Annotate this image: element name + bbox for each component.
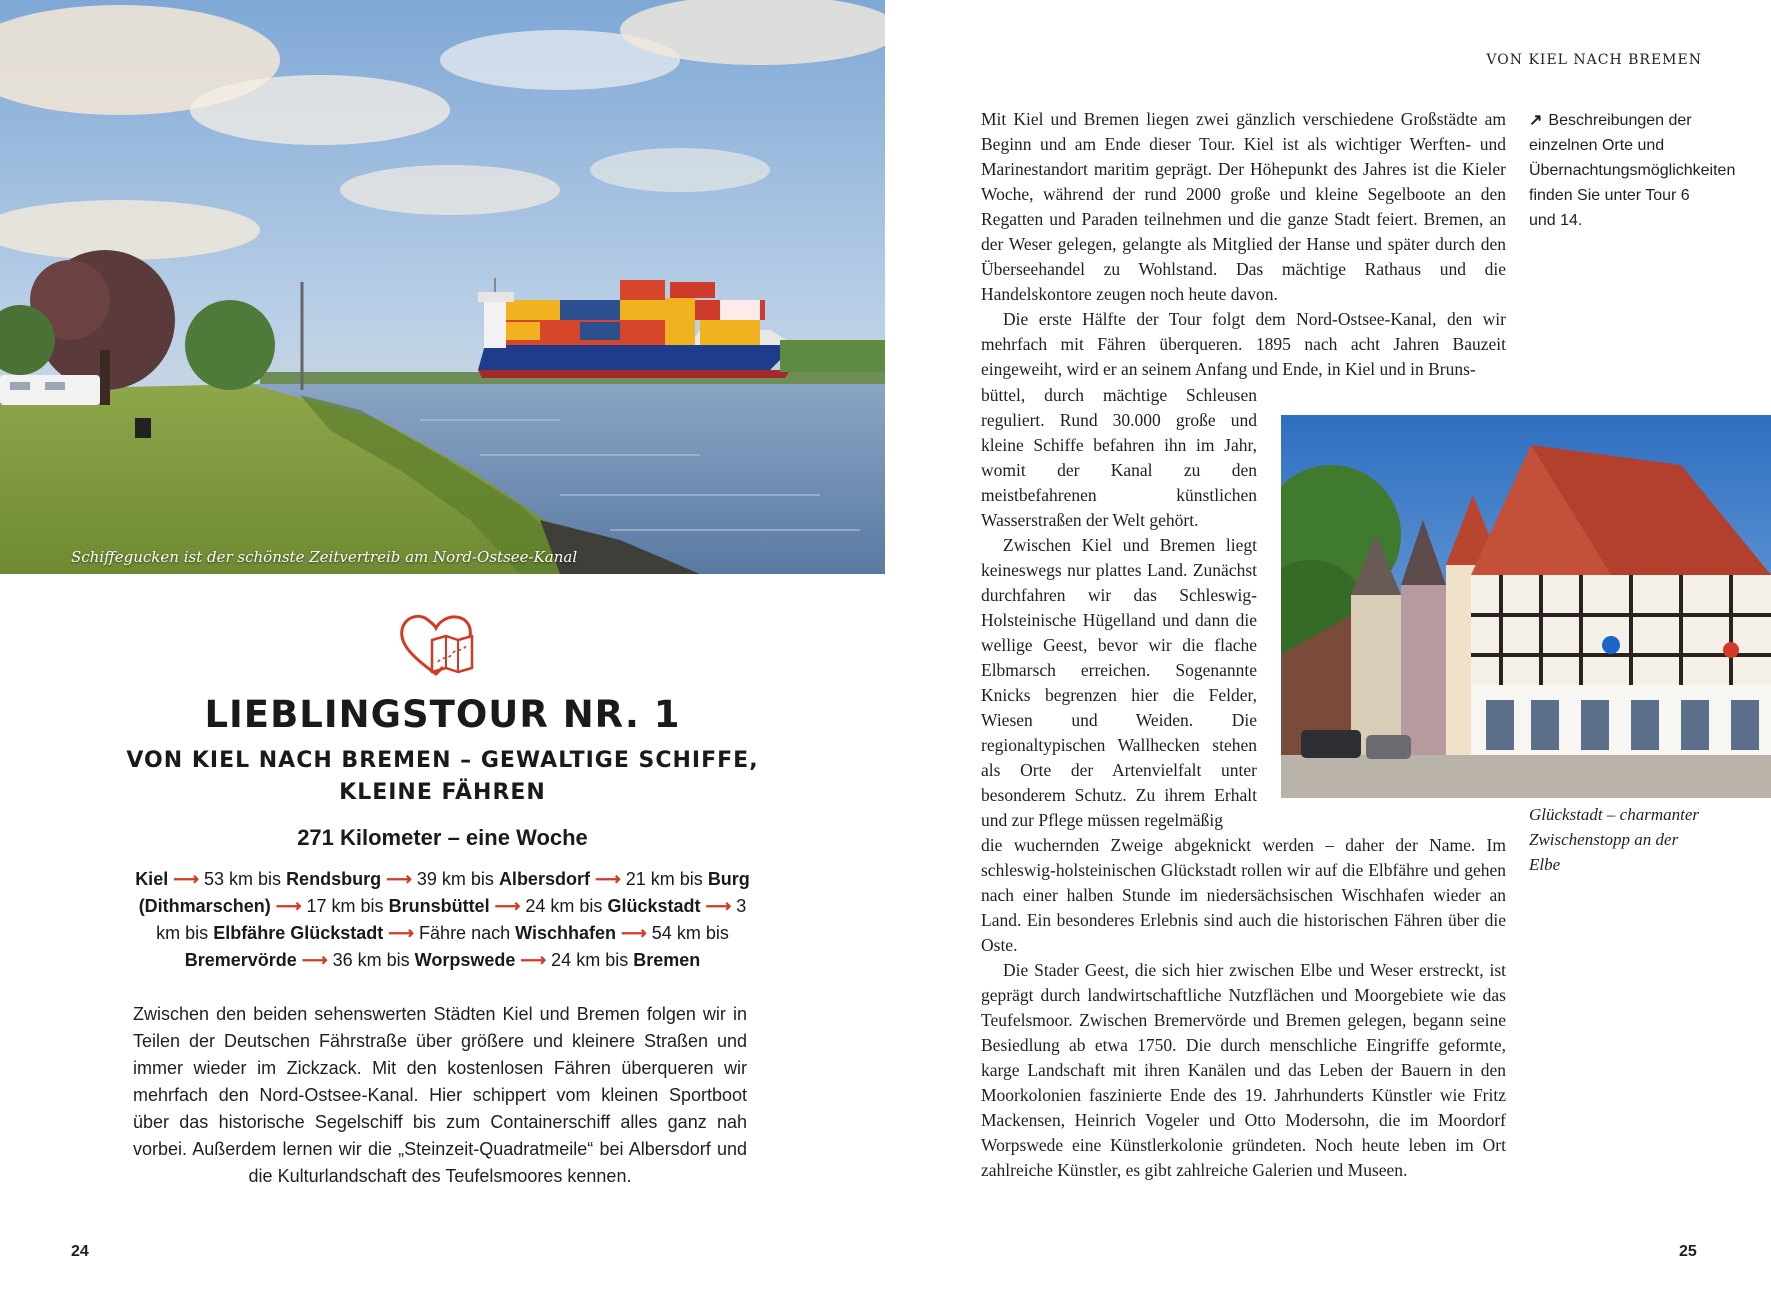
- route-place: Brunsbüttel: [388, 896, 490, 916]
- route-place: Burg (Dithmarschen): [138, 869, 750, 916]
- glueckstadt-caption: Glückstadt – charmanter Zwischenstopp an der Elbe: [1529, 805, 1699, 874]
- paragraph-teufelsmoor: Die Stader Geest, die sich hier zwischen Elbe und Weser erstreckt, ist geprägt durch landwirtschaftliche Nutzflächen und Moorgebiete wie das Teufelsmoor. Zwischen Bremervörde und Bremen gelegen, begann seine Besiedlung ab etwa 1750. Die durch menschliche Eingriffe geformte, karge Landschaft mit ihren Kanälen und das Leben der Bauern in den Moorkolonien faszinierte Ende des 19. Jahrhunderts Künstler wie Fritz Mackensen, Heinrich Vogeler und Otto Modersohn, die im Moordorf Worpswede eine Künstlerkolonie gründeten. Noch heute leben im Ort zahlreiche Künstler, es gibt zahlreiche Galerien und Museen.: [981, 960, 1506, 1180]
- paragraph-canal-part2: büttel, durch mächtige Schleusen reguliert. Rund 30.000 große und kleine Schiffe befahren ihn im Jahr, womit der Kanal zu den meistbefahrenen künstlichen Wasserstraßen der Welt gehört.: [981, 385, 1257, 530]
- sidenote-text: Beschreibungen der einzelnen Orte und Übernachtungsmöglichkeiten finden Sie unter Tour 6 und 14.: [1529, 112, 1736, 229]
- route-distance: 53 km bis: [204, 869, 282, 889]
- route-place: Rendsburg: [286, 869, 382, 889]
- route-distance: 3 km bis: [156, 896, 747, 943]
- route-place: Kiel: [135, 869, 169, 889]
- paragraph-canal-part1: Die erste Hälfte der Tour folgt dem Nord-Ostsee-Kanal, den wir mehrfach mit Fähren überqueren. 1895 nach acht Jahren Bauzeit eingeweiht, wird er an seinem Anfang und Ende, in Kiel und in Bruns-: [981, 309, 1506, 379]
- route-arrow-icon: ⟶: [383, 923, 420, 943]
- body-column-top: [981, 107, 1506, 382]
- route-distance: 17 km bis: [306, 896, 384, 916]
- page-number-right: 25: [1679, 1243, 1697, 1260]
- route-arrow-icon: ⟶: [489, 896, 526, 916]
- route-list: [125, 866, 760, 974]
- route-distance: 24 km bis: [525, 896, 603, 916]
- paragraph-kiel-bremen: Mit Kiel und Bremen liegen zwei gänzlich verschiedene Großstädte am Beginn und am Ende dieser Tour. Kiel ist als wichtiger Werften- und Marinestandort maritim geprägt. Der Höhepunkt des Jahres ist die Kieler Woche, während der rund 2000 große und kleine Segelboote an den Regatten und Paraden teilnehmen und die ganze Stadt feiert. Bremen, an der Weser gelegen, gelangte als Mitglied der Hanse und später durch den Überseehandel zu Wohlstand. Das mächtige Rathaus und die Handelskontore zeugen noch heute davon.: [981, 109, 1506, 304]
- route-arrow-icon: ⟶: [515, 950, 552, 970]
- tour-subtitle-line2: KLEINE FÄHREN: [339, 780, 546, 805]
- route-arrow-icon: ⟶: [296, 950, 333, 970]
- route-place: Wischhafen: [515, 923, 616, 943]
- route-arrow-icon: ⟶: [615, 923, 652, 943]
- arrow-up-right-icon: ↗: [1529, 112, 1543, 129]
- hero-photo-container-ship: [0, 0, 885, 574]
- paragraph-landscape-part2: die wuchernden Zweige abgeknickt werden – daher der Name. Im schleswig-holsteinischen Glückstadt rollen wir auf die Elbfähre und gehen nach einer halben Stunde im niedersächsischen Wischhafen wieder an Land. Ein besonderes Erlebnis sind auch die historischen Fähren über die Oste.: [981, 835, 1506, 955]
- body-column-narrow: [981, 383, 1257, 833]
- tour-subtitle-line1: VON KIEL NACH BREMEN – GEWALTIGE SCHIFFE,: [126, 748, 759, 773]
- tour-subtitle: [120, 745, 765, 809]
- hero-photo: [0, 0, 885, 574]
- left-page: [0, 0, 885, 1316]
- route-distance: 24 km bis: [551, 950, 629, 970]
- route-distance: Fähre nach: [419, 923, 511, 943]
- route-place: Worpswede: [414, 950, 516, 970]
- route-arrow-icon: ⟶: [270, 896, 307, 916]
- route-place: Albersdorf: [498, 869, 590, 889]
- intro-paragraph: Zwischen den beiden sehenswerten Städten Kiel und Bremen folgen wir in Teilen der Deutschen Fährstraße über größere und kleinere Straßen und immer wieder im Zickzack. Mit den kostenlosen Fähren überqueren wir mehrfach den Nord-Ostsee-Kanal. Hier schippert vom kleinen Sportboot über das historische Segelschiff bis zum Containerschiff alles ganz nah vorbei. Außerdem lernen wir die „Steinzeit-Quadratmeile“ bei Albersdorf und die Kulturlandschaft des Teufelsmoores kennen.: [133, 1004, 747, 1186]
- tour-title: LIEBLINGSTOUR NR. 1: [204, 693, 681, 736]
- page-number-left: 24: [71, 1243, 89, 1260]
- tour-distance: 271 Kilometer – eine Woche: [297, 825, 588, 850]
- hero-caption: Schiffegucken ist der schönste Zeitvertreib am Nord-Ostsee-Kanal: [71, 548, 578, 566]
- glueckstadt-photo: [1281, 415, 1771, 798]
- route-place: Glückstadt: [607, 896, 701, 916]
- route-arrow-icon: ⟶: [381, 869, 417, 889]
- route-distance: 36 km bis: [332, 950, 410, 970]
- running-header: VON KIEL NACH BREMEN: [1486, 52, 1702, 68]
- glueckstadt-photo-image: [1281, 415, 1771, 798]
- sidenote: [1529, 108, 1736, 233]
- route-arrow-icon: ⟶: [589, 869, 626, 889]
- route-place: Elbfähre Glückstadt: [213, 923, 384, 943]
- heart-map-icon: [398, 610, 478, 680]
- route-place: Bremervörde: [184, 950, 297, 970]
- paragraph-landscape-part1: Zwischen Kiel und Bremen liegt keineswegs nur plattes Land. Zunächst durchfahren wir das Schleswig-Holsteinische Hügelland und dann die wellige Geest, bevor wir die flache Elbmarsch erreichen. Sogenannte Knicks begrenzen hier die Felder, Wiesen und Weiden. Die regionaltypischen Wallhecken stehen als Orte der Artenvielfalt unter besonderem Schutz. Zu ihrem Erhalt und zur Pflege müssen regelmäßig: [981, 535, 1257, 830]
- route-distance: 21 km bis: [625, 869, 703, 889]
- route-distance: 54 km bis: [651, 923, 729, 943]
- body-column-bottom: [981, 833, 1506, 1183]
- route-place: Bremen: [633, 950, 701, 970]
- route-arrow-icon: ⟶: [700, 896, 737, 916]
- route-distance: 39 km bis: [416, 869, 494, 889]
- route-arrow-icon: ⟶: [168, 869, 205, 889]
